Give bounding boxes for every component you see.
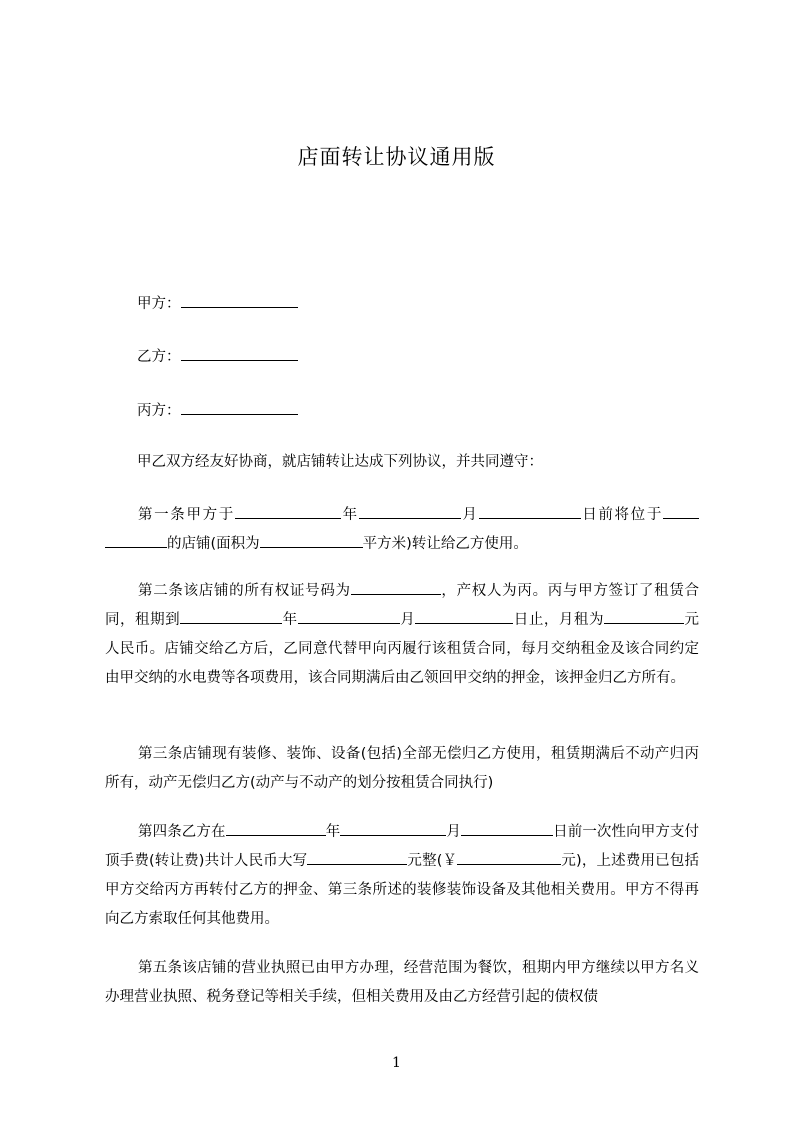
party-b-label: 乙方： xyxy=(137,349,181,365)
clause-3: 第三条店铺现有装修、装饰、设备(包括)全部无偿归乙方使用，租赁期满后不动产归丙所有，动产无偿归乙方(动产与不动产的划分按租赁合同执行) xyxy=(105,746,699,791)
clause-1-blank-month xyxy=(359,503,461,519)
party-b-blank xyxy=(181,345,298,361)
party-c-line xyxy=(137,399,298,421)
clause-4-blank-year xyxy=(226,820,326,836)
clause-4-text-6: 元)，上述费用已包括甲方交给丙方再转付乙方的押金、第三条所述的装修装饰设备及其他相关费用。甲方不得再向乙方索取任何其他费用。 xyxy=(105,853,699,927)
party-b-line xyxy=(137,345,298,367)
clause-1-text-4: 日前将位于 xyxy=(580,507,663,523)
clause-4-text-5: 元整(￥ xyxy=(407,853,458,869)
clause-2-blank-month xyxy=(298,608,400,624)
clause-4-text-1: 第四条乙方在 xyxy=(138,824,226,840)
clause-2-text-3: 年 xyxy=(282,612,298,628)
clause-1-blank-location-a xyxy=(663,503,699,519)
clause-1-text-2: 年 xyxy=(340,507,359,523)
clause-2-text-1: 第二条该店铺的所有权证号码为 xyxy=(138,583,351,599)
clause-2 xyxy=(105,577,699,693)
clause-1-text-3: 月 xyxy=(460,507,479,523)
clause-4-text-2: 年 xyxy=(325,824,341,840)
party-a-blank xyxy=(181,292,298,308)
party-a-label: 甲方： xyxy=(137,296,181,312)
page-number: 1 xyxy=(392,1055,401,1071)
clause-4-text-3: 月 xyxy=(446,824,462,840)
clause-1 xyxy=(105,501,699,559)
party-a-line xyxy=(137,292,298,314)
clause-1-text-1: 第一条甲方于 xyxy=(138,507,235,523)
clause-4 xyxy=(105,818,699,934)
clause-2-text-4: 月 xyxy=(399,612,416,628)
document-title: 店面转让协议通用版 xyxy=(297,145,496,169)
clause-2-text-6: 元人民币。店铺交给乙方后，乙同意代替甲向丙履行该租赁合同，每月交纳租金及该合同约定由甲交纳的水电费等各项费用，该合同期满后由乙领回甲交纳的押金，该押金归乙方所有。 xyxy=(105,612,700,686)
clause-4-blank-month xyxy=(340,820,446,836)
clause-5: 第五条该店铺的营业执照已由甲方办理，经营范围为餐饮，租期内甲方继续以甲方名义办理营业执照、税务登记等相关手续，但相关费用及由乙方经营引起的债权债 xyxy=(105,960,699,1005)
clause-2-blank-rent xyxy=(604,608,684,624)
clause-2-blank-day xyxy=(415,608,513,624)
clause-4-blank-day xyxy=(461,820,553,836)
clause-1-blank-area xyxy=(260,532,363,548)
party-c-label: 丙方： xyxy=(137,403,181,419)
intro-paragraph: 甲乙双方经友好协商，就店铺转让达成下列协议，并共同遵守： xyxy=(137,454,543,470)
clause-1-blank-day xyxy=(479,503,581,519)
clause-4-blank-amount-number xyxy=(457,849,561,865)
clause-2-text-2: ，产权人为丙。丙与甲方签订了租赁合同，租期到 xyxy=(105,583,700,628)
clause-1-text-5: 的店铺(面积为 xyxy=(167,536,260,552)
clause-1-blank-year xyxy=(235,503,341,519)
clause-4-text-4: 日前一次性向甲方支付顶手费(转让费)共计人民币大写 xyxy=(105,824,700,869)
clause-1-blank-location-b xyxy=(105,532,167,548)
clause-2-blank-cert xyxy=(351,579,441,595)
clause-1-text-6: 平方米)转让给乙方使用。 xyxy=(362,536,528,552)
clause-4-blank-amount-words xyxy=(307,849,407,865)
clause-2-blank-year xyxy=(180,608,282,624)
clause-2-text-5: 日止，月租为 xyxy=(513,612,604,628)
party-c-blank xyxy=(181,399,298,415)
